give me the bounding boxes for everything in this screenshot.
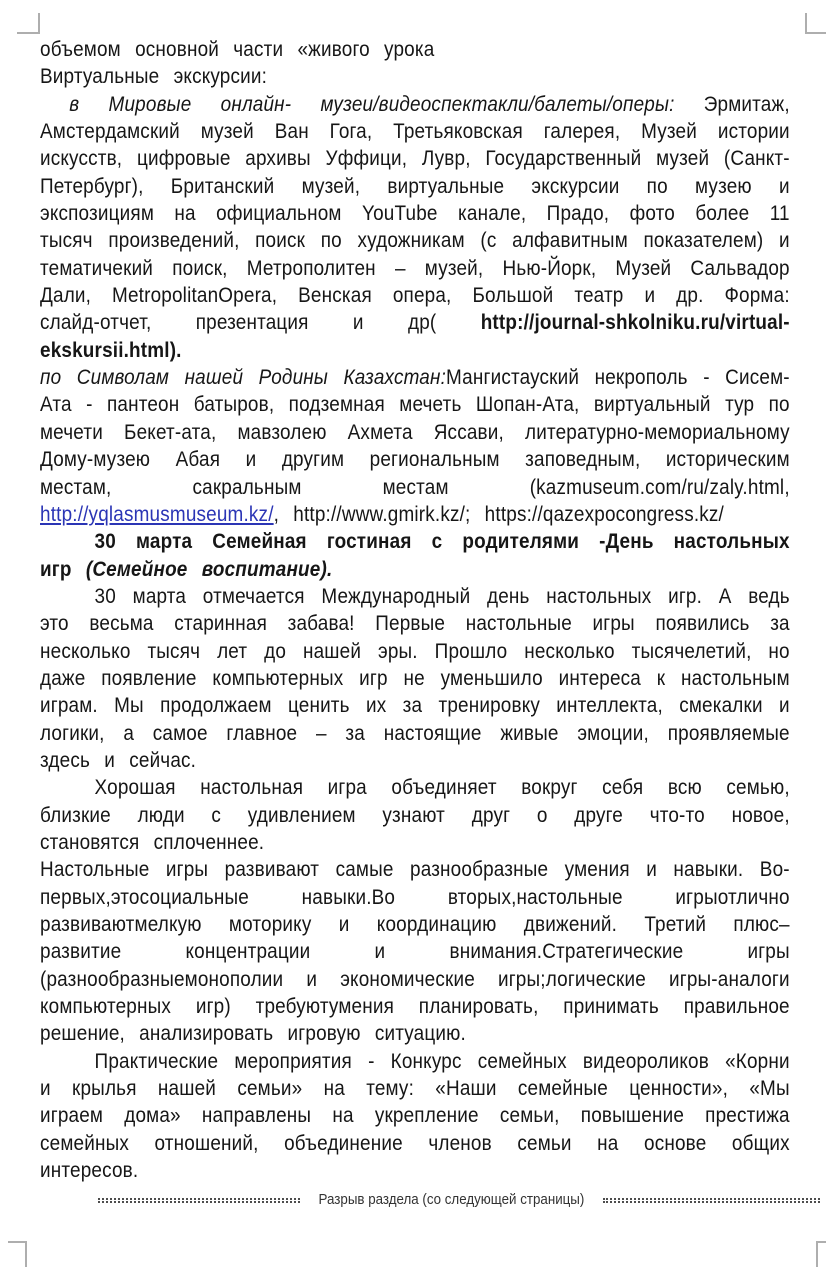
text-run: в Мировые онлайн- музеи/видеоспектакли/балеты/оперы: <box>40 91 704 116</box>
margin-crop-mark-bottom-left <box>8 1241 27 1267</box>
text-run: объемом основной части «живого урока <box>40 37 435 61</box>
paragraph <box>40 856 805 1047</box>
text-run: Эрмитаж, Амстердамский музей Ван Гога, Третьяковская галерея, Музей истории искусств, цифровые архивы Уффици, Лувр, Государственный музей (Санкт-Петербург), Британский музей, виртуальные экскурсии по музею и экспозициям на официальном YouTube канале, Прадо, фото более 11 тысяч произведений, поиск по художникам (с алфавитным показателем) и тематичекий поиск, Метрополитен – музей, Нью-Йорк, Музей Сальвадор Дали, MetropolitanOpera, Венская опера, Большой театр и др. Форма: слайд-отчет, презентация и др( <box>40 91 805 335</box>
document-paragraphs <box>40 36 805 1184</box>
text-run: Практические мероприятия - Конкурс семейных видеороликов «Корни и крылья нашей семьи» на тему: «Наши семейные ценности», «Мы играем дома» направлены на укрепление семьи, повышение престижа семейных отношений, объединение членов семьи на основе общих интересов. <box>40 1048 805 1183</box>
margin-crop-mark-bottom-right <box>816 1241 826 1267</box>
paragraph <box>40 63 790 90</box>
section-break-dotted-line-right <box>603 1198 820 1203</box>
text-run: Виртуальные экскурсии: <box>40 64 268 89</box>
paragraph <box>40 774 805 856</box>
text-run: Настольные игры развивают самые разнообразные умения и навыки. Во-первых,этосоциальные навыки.Во вторых,настольные игрыотлично развиваютмелкую моторику и координацию движений. Третий плюс–развитие концентрации и внимания.Стратегические игры (разнообразныемонополии и экономические игры;логические игры-аналоги компьютерных игр) требуютумения планировать, принимать правильное решение, анализировать игровую ситуацию. <box>40 857 805 1046</box>
text-run: , http://www.gmirk.kz/; https://qazexpocongress.kz/ <box>273 501 724 526</box>
text-run: Мангистауский некрополь - Сисем-Ата - пантеон батыров, подземная мечеть Шопан-Ата, виртуальный тур по мечети Бекет-ата, мавзолею Ахмета Яссави, литературно-мемориальному Дому-музею Абая и другим региональным заповедным, историческим местам, сакральным местам (kazmuseum.com/ru/zaly.html, <box>40 365 805 499</box>
text-run: (Семейное воспитание). <box>85 556 333 581</box>
margin-crop-mark-top-left <box>17 13 40 34</box>
section-break-label: Разрыв раздела (со следующей страницы) <box>318 1192 585 1208</box>
text-run: 30 марта отмечается Международный день настольных игр. А ведь это весьма старинная забава! Первые настольные игры появились за несколько тысяч лет до нашей эры. Прошло несколько тысячелетий, но даже появление компьютерных игр не уменьшило интереса к настольным играм. Мы продолжаем ценить их за тренировку интеллекта, смекалки и логики, а самое главное – за настоящие живые эмоции, проявляемые здесь и сейчас. <box>40 583 805 772</box>
text-run: 30 марта Семейная гостиная с родителями -День настольных игр <box>40 529 805 581</box>
paragraph <box>40 36 790 63</box>
text-run: http://journal-shkolniku.ru/virtual-ekskursii.html). <box>40 310 790 362</box>
paragraph <box>40 528 805 583</box>
paragraph <box>40 91 805 364</box>
section-break <box>98 1190 820 1210</box>
section-break-dotted-line-left <box>98 1198 300 1203</box>
hyperlink[interactable]: http://yqlasmusmuseum.kz/ <box>40 501 274 526</box>
text-run: Хорошая настольная игра объединяет вокруг себя всю семью, близкие люди с удивлением узнают друг о друге что-то новое, становятся сплоченнее. <box>40 775 805 854</box>
text-run: по Символам нашей Родины Казахстан: <box>40 365 447 390</box>
margin-crop-mark-top-right <box>805 13 826 34</box>
paragraph <box>40 583 805 774</box>
paragraph <box>40 364 805 528</box>
paragraph <box>40 1048 805 1185</box>
